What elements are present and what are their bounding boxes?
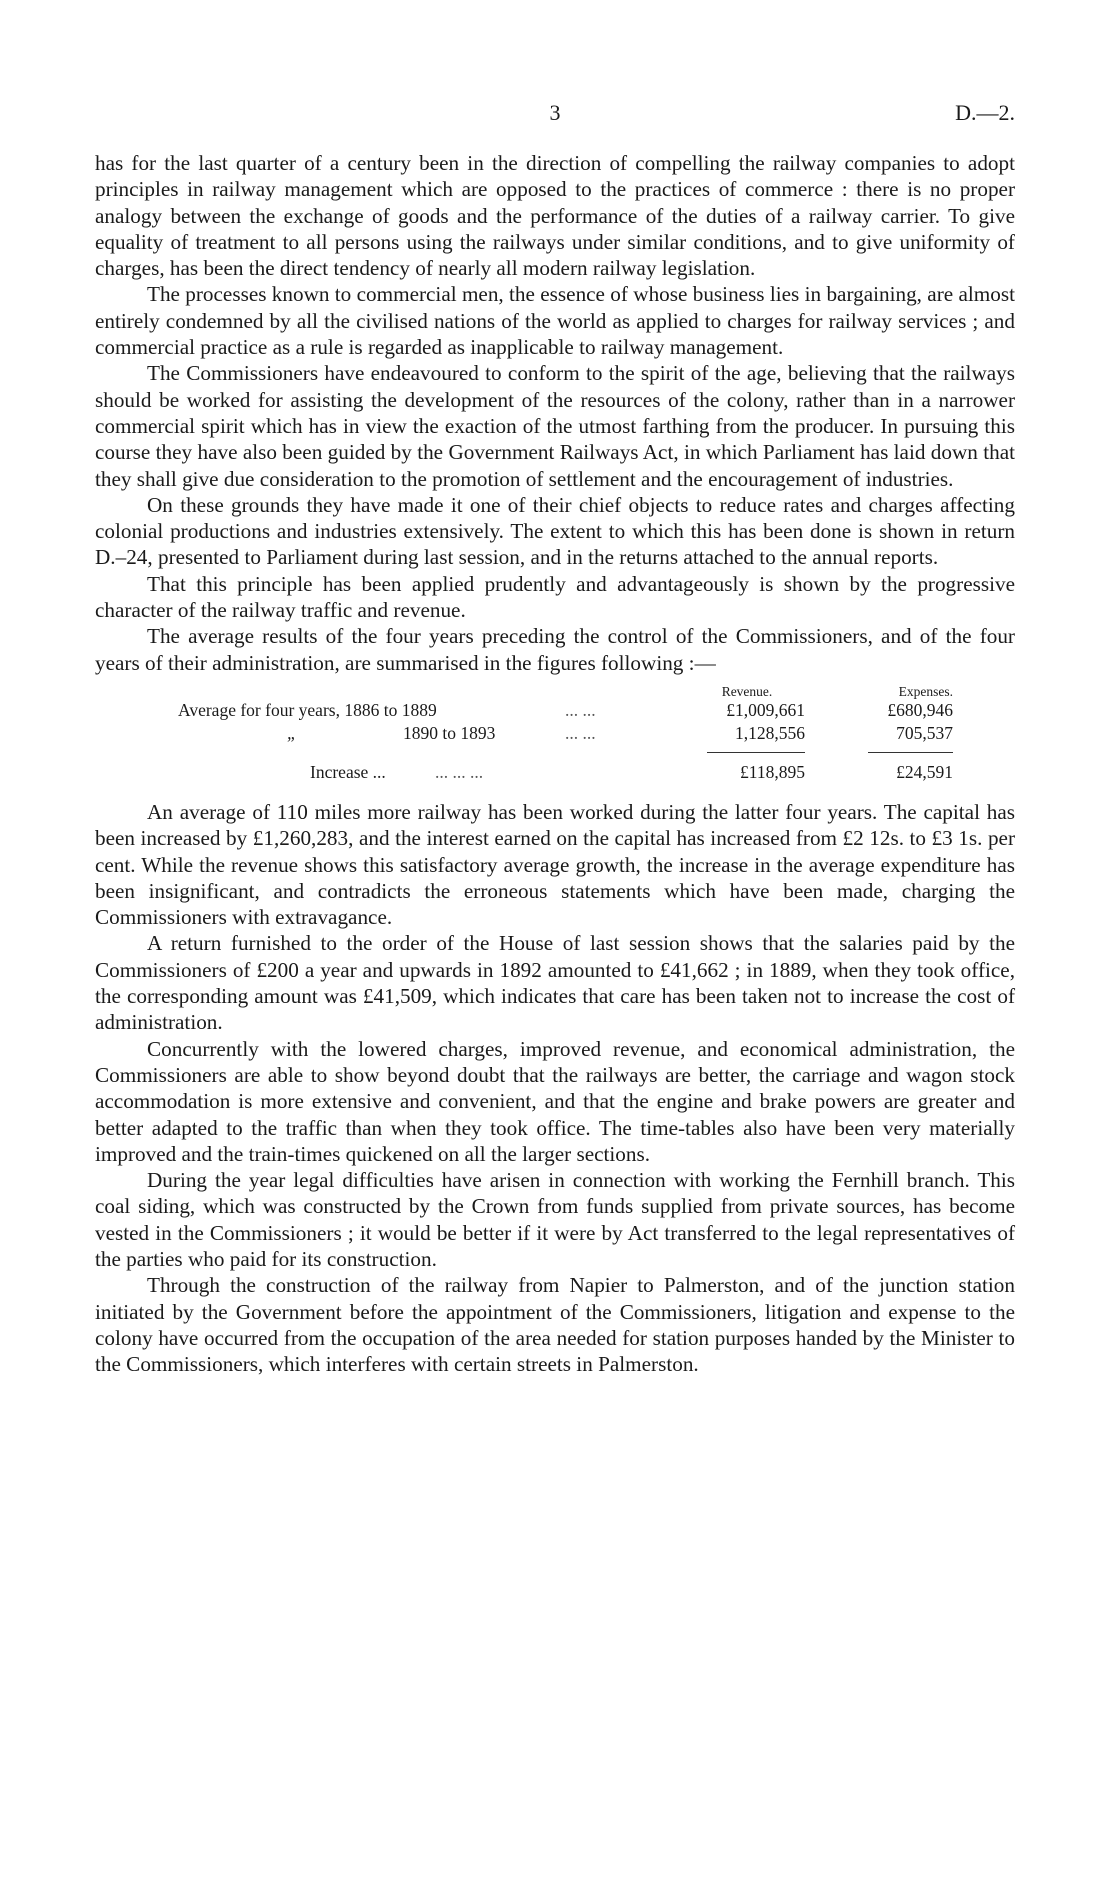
table-row [95,699,1015,722]
document-reference: D.—2. [955,100,1015,125]
paragraph: A return furnished to the order of the House of last session shows that the salaries paid by the Commissioners of £200 a year and upwards in 1892 amounted to £41,662 ; in 1889, when they took office, the corresponding amount was £41,509, which indicates that care has been taken not to increase the cost of administration. [95,931,1015,1035]
expenses-value: £680,946 [887,699,953,720]
revenue-expenses-table [95,680,1015,793]
body-text [95,150,1015,1377]
paragraph: has for the last quarter of a century been in the direction of compelling the railway companies to adopt principles in railway management which are opposed to the practices of commerce : there is no proper analogy between the exchange of goods and the performance of the duties of a railway carrier. To give equality of treatment to all persons using the railways under similar conditions, and to give uniformity of charges, has been the direct tendency of nearly all modern railway legislation. [95,151,1015,281]
column-header-expenses: Expenses. [898,683,953,699]
table-row [95,761,1015,784]
ditto-mark: „ [287,722,297,743]
revenue-value: 1,128,556 [735,722,805,743]
page-number: 3 [549,100,561,125]
row-label: 1890 to 1893 [403,722,496,743]
paragraph: The average results of the four years preceding the control of the Commissioners, and of the four years of their administration, are summarised in the figures following :— [95,624,1015,675]
sum-rule-expenses [868,752,953,753]
running-head [95,100,1015,130]
table-row [95,722,1015,745]
expenses-value: £24,591 [896,761,953,782]
paragraph: The processes known to commercial men, the essence of whose business lies in bargaining, are almost entirely condemned by all the civilised nations of the world as applied to charges for railway services ; and commercial practice as a rule is regarded as inapplicable to railway management. [95,282,1015,360]
paragraph: Through the construction of the railway from Napier to Palmerston, and of the junction station initiated by the Government before the appointment of the Commissioners, litigation and expense to the colony have occurred from the occupation of the area needed for station purposes handed by the Minister to the Commissioners, which interferes with certain streets in Palmerston. [95,1273,1015,1377]
paragraph: That this principle has been applied prudently and advantageously is shown by the progressive character of the railway traffic and revenue. [95,571,1015,623]
column-header-revenue: Revenue. [721,683,773,699]
leader-dots: ... ... ... [435,761,484,782]
paragraph: During the year legal difficulties have arisen in connection with working the Fernhill branch. This coal siding, which was constructed by the Crown from funds supplied from private sources, has become vested in the Commissioners ; it would be better if it were by Act transferred to the legal representatives of the parties who paid for its construction. [95,1168,1015,1271]
row-label: Average for four years, 1886 to 1889 [178,699,437,720]
leader-dots: ... ... [565,722,596,743]
paragraph: An average of 110 miles more railway has been worked during the latter four years. The capital has been increased by £1,260,283, and the interest earned on the capital has increased from £2 12s. to £3 1s. per cent. While the revenue shows this satisfactory average growth, the increase in the average expenditure has been insignificant, and contradicts the erroneous statements which have been made, charging the Commissioners with extravagance. [95,799,1015,930]
revenue-value: £1,009,661 [726,699,805,720]
sum-rule-revenue [707,752,805,753]
expenses-value: 705,537 [896,722,953,743]
paragraph: On these grounds they have made it one of their chief objects to reduce rates and charges affecting colonial productions and industries extensively. The extent to which this has been done is shown in return D.–24, presented to Parliament during last session, and in the returns attached to the annual reports. [95,492,1015,570]
paragraph: Concurrently with the lowered charges, improved revenue, and economical administration, the Commissioners are able to show beyond doubt that the railways are better, the carriage and wagon stock accommodation is more extensive and convenient, and that the engine and brake powers are greater and better adapted to the traffic than when they took office. The time-tables also have been very materially improved and the train-times quickened on all the larger sections. [95,1036,1015,1166]
paragraph: The Commissioners have endeavoured to conform to the spirit of the age, believing that the railways should be worked for assisting the development of the resources of the colony, rather than in a narrower commercial spirit which has in view the exaction of the utmost farthing from the producer. In pursuing this course they have also been guided by the Government Railways Act, in which Parliament has laid down that they shall give due consideration to the promotion of settlement and the encouragement of industries. [95,361,1015,491]
leader-dots: ... ... [565,699,596,720]
row-label: Increase ... [310,761,386,782]
revenue-value: £118,895 [740,761,805,782]
